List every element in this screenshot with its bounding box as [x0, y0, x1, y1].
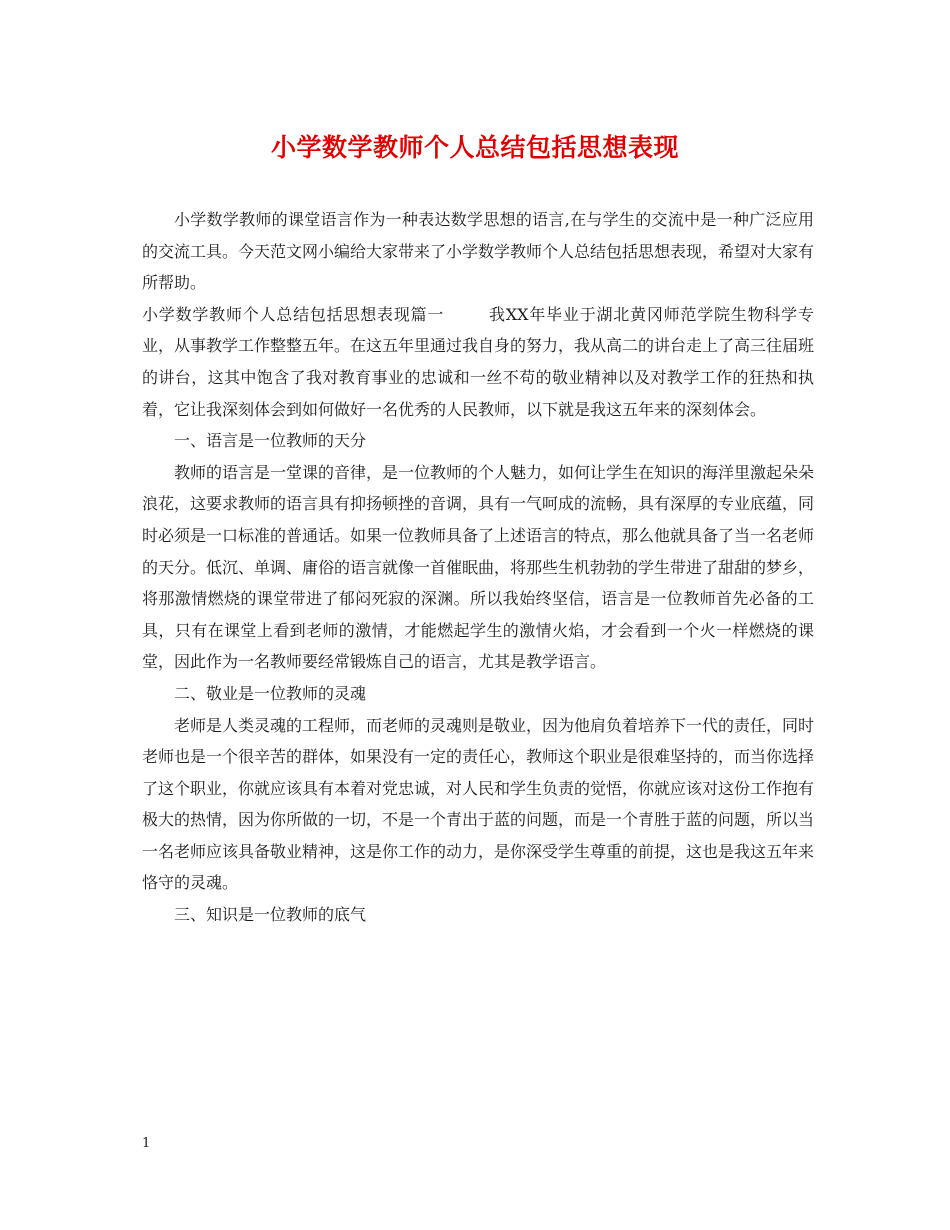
- intro-paragraph: 小学数学教师的课堂语言作为一种表达数学思想的语言,在与学生的交流中是一种广泛应用的交流工具。今天范文网小编给大家带来了小学数学教师个人总结包括思想表现，希望对大家有所帮助。: [142, 210, 815, 293]
- section1-heading: 一、语言是一位教师的天分: [174, 431, 367, 451]
- page-number: 1: [142, 1136, 151, 1151]
- part1-paragraph: [142, 299, 814, 425]
- section3-heading: 三、知识是一位教师的底气: [174, 905, 367, 925]
- part1-text: 我XX年毕业于湖北黄冈师范学院生物科学专业，从事教学工作整整五年。在这五年里通过我自身的努力，我从高二的讲台走上了高三往届班的讲台，这其中饱含了我对教育事业的忠诚和一丝不苟的敬业精神以及对教学工作的狂热和执着，它让我深刻体会到如何做好一名优秀的人民教师，以下就是我这五年来的深刻体会。: [142, 304, 815, 419]
- document-body: [142, 204, 814, 931]
- part1-heading: 小学数学教师个人总结包括思想表现篇一: [142, 304, 445, 324]
- document-title: 小学数学教师个人总结包括思想表现: [270, 133, 679, 162]
- section2-heading: 二、敬业是一位教师的灵魂: [174, 683, 367, 703]
- section1-paragraph: 教师的语言是一堂课的音律，是一位教师的个人魅力，如何让学生在知识的海洋里激起朵朵浪花，这要求教师的语言具有抑扬顿挫的音调，具有一气呵成的流畅，具有深厚的专业底蕴，同时必须是一口标准的普通话。如果一位教师具备了上述语言的特点，那么他就具备了当一名老师的天分。低沉、单调、庸俗的语言就像一首催眠曲，将那些生机勃勃的学生带进了甜甜的梦乡，将那激情燃烧的课堂带进了郁闷死寂的深渊。所以我始终坚信，语言是一位教师首先必备的工具，只有在课堂上看到老师的激情，才能燃起学生的激情火焰，才会看到一个火一样燃烧的课堂，因此作为一名教师要经常锻炼自己的语言，尤其是教学语言。: [142, 462, 815, 672]
- section2-paragraph: 老师是人类灵魂的工程师，而老师的灵魂则是敬业，因为他肩负着培养下一代的责任，同时老师也是一个很辛苦的群体，如果没有一定的责任心，教师这个职业是很难坚持的，而当你选择了这个职业，你就应该具有本着对党忠诚，对人民和学生负责的觉悟，你就应该对这份工作抱有极大的热情，因为你所做的一切，不是一个青出于蓝的问题，而是一个青胜于蓝的问题，所以当一名老师应该具备敬业精神，这是你工作的动力，是你深受学生尊重的前提，这也是我这五年来恪守的灵魂。: [142, 715, 815, 893]
